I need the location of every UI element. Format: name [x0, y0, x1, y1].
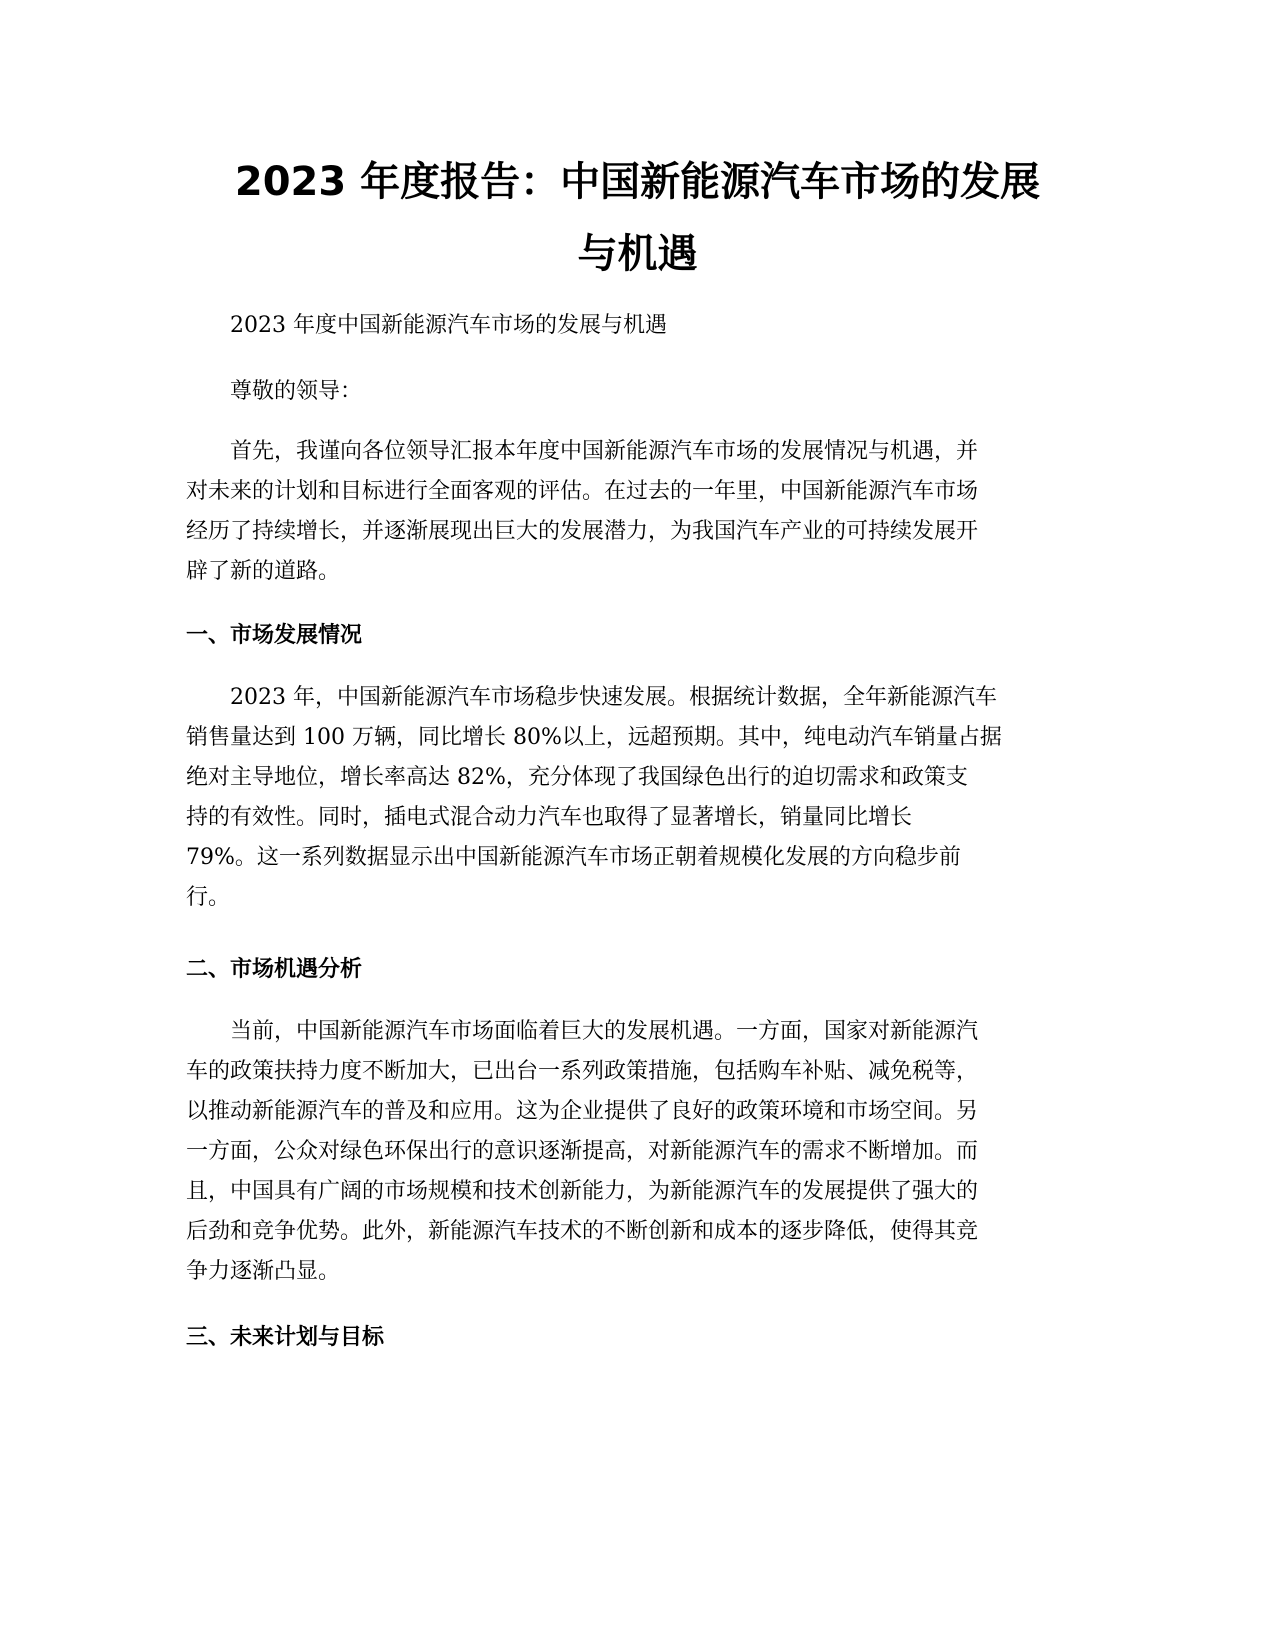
market-development-paragraph — [186, 678, 1086, 918]
section-heading-market-development: 一、市场发展情况 — [186, 623, 363, 648]
intro-line: 对未来的计划和目标进行全面客观的评估。在过去的一年里，中国新能源汽车市场 — [186, 479, 979, 504]
intro-paragraph — [186, 432, 1086, 592]
paragraph-line: 后劲和竞争优势。此外，新能源汽车技术的不断创新和成本的逐步降低，使得其竞 — [186, 1219, 979, 1244]
salutation-text: 尊敬的领导： — [230, 379, 363, 404]
section-heading-future-plans: 三、未来计划与目标 — [186, 1325, 385, 1350]
paragraph-line: 2023 年，中国新能源汽车市场稳步快速发展。根据统计数据，全年新能源汽车 — [230, 685, 997, 710]
paragraph-line: 79%。这一系列数据显示出中国新能源汽车市场正朝着规模化发展的方向稳步前 — [186, 845, 961, 870]
intro-line: 经历了持续增长，并逐渐展现出巨大的发展潜力，为我国汽车产业的可持续发展开 — [186, 519, 979, 544]
paragraph-line: 车的政策扶持力度不断加大，已出台一系列政策措施，包括购车补贴、减免税等， — [186, 1059, 979, 1084]
paragraph-line: 一方面，公众对绿色环保出行的意识逐渐提高，对新能源汽车的需求不断增加。而 — [186, 1139, 979, 1164]
paragraph-line: 行。 — [186, 885, 231, 910]
intro-line: 首先，我谨向各位领导汇报本年度中国新能源汽车市场的发展情况与机遇，并 — [230, 439, 979, 464]
salutation-paragraph — [186, 372, 1086, 412]
document-title — [170, 146, 1105, 290]
paragraph-line: 当前，中国新能源汽车市场面临着巨大的发展机遇。一方面，国家对新能源汽 — [230, 1019, 979, 1044]
paragraph-line: 争力逐渐凸显。 — [186, 1259, 341, 1284]
title-line-2: 与机遇 — [577, 231, 698, 277]
subtitle-paragraph — [186, 306, 1086, 346]
paragraph-line: 以推动新能源汽车的普及和应用。这为企业提供了良好的政策环境和市场空间。另 — [186, 1099, 979, 1124]
title-line-1: 2023 年度报告：中国新能源汽车市场的发展 — [234, 159, 1041, 205]
paragraph-line: 且，中国具有广阔的市场规模和技术创新能力，为新能源汽车的发展提供了强大的 — [186, 1179, 979, 1204]
paragraph-line: 销售量达到 100 万辆，同比增长 80%以上，远超预期。其中，纯电动汽车销量占据 — [186, 725, 1002, 750]
intro-line: 辟了新的道路。 — [186, 559, 341, 584]
paragraph-line: 持的有效性。同时，插电式混合动力汽车也取得了显著增长，销量同比增长 — [186, 805, 913, 830]
section-heading-market-opportunity: 二、市场机遇分析 — [186, 957, 363, 982]
paragraph-line: 绝对主导地位，增长率高达 82%，充分体现了我国绿色出行的迫切需求和政策支 — [186, 765, 968, 790]
subtitle-text: 2023 年度中国新能源汽车市场的发展与机遇 — [230, 313, 667, 338]
market-opportunity-paragraph — [186, 1012, 1086, 1292]
